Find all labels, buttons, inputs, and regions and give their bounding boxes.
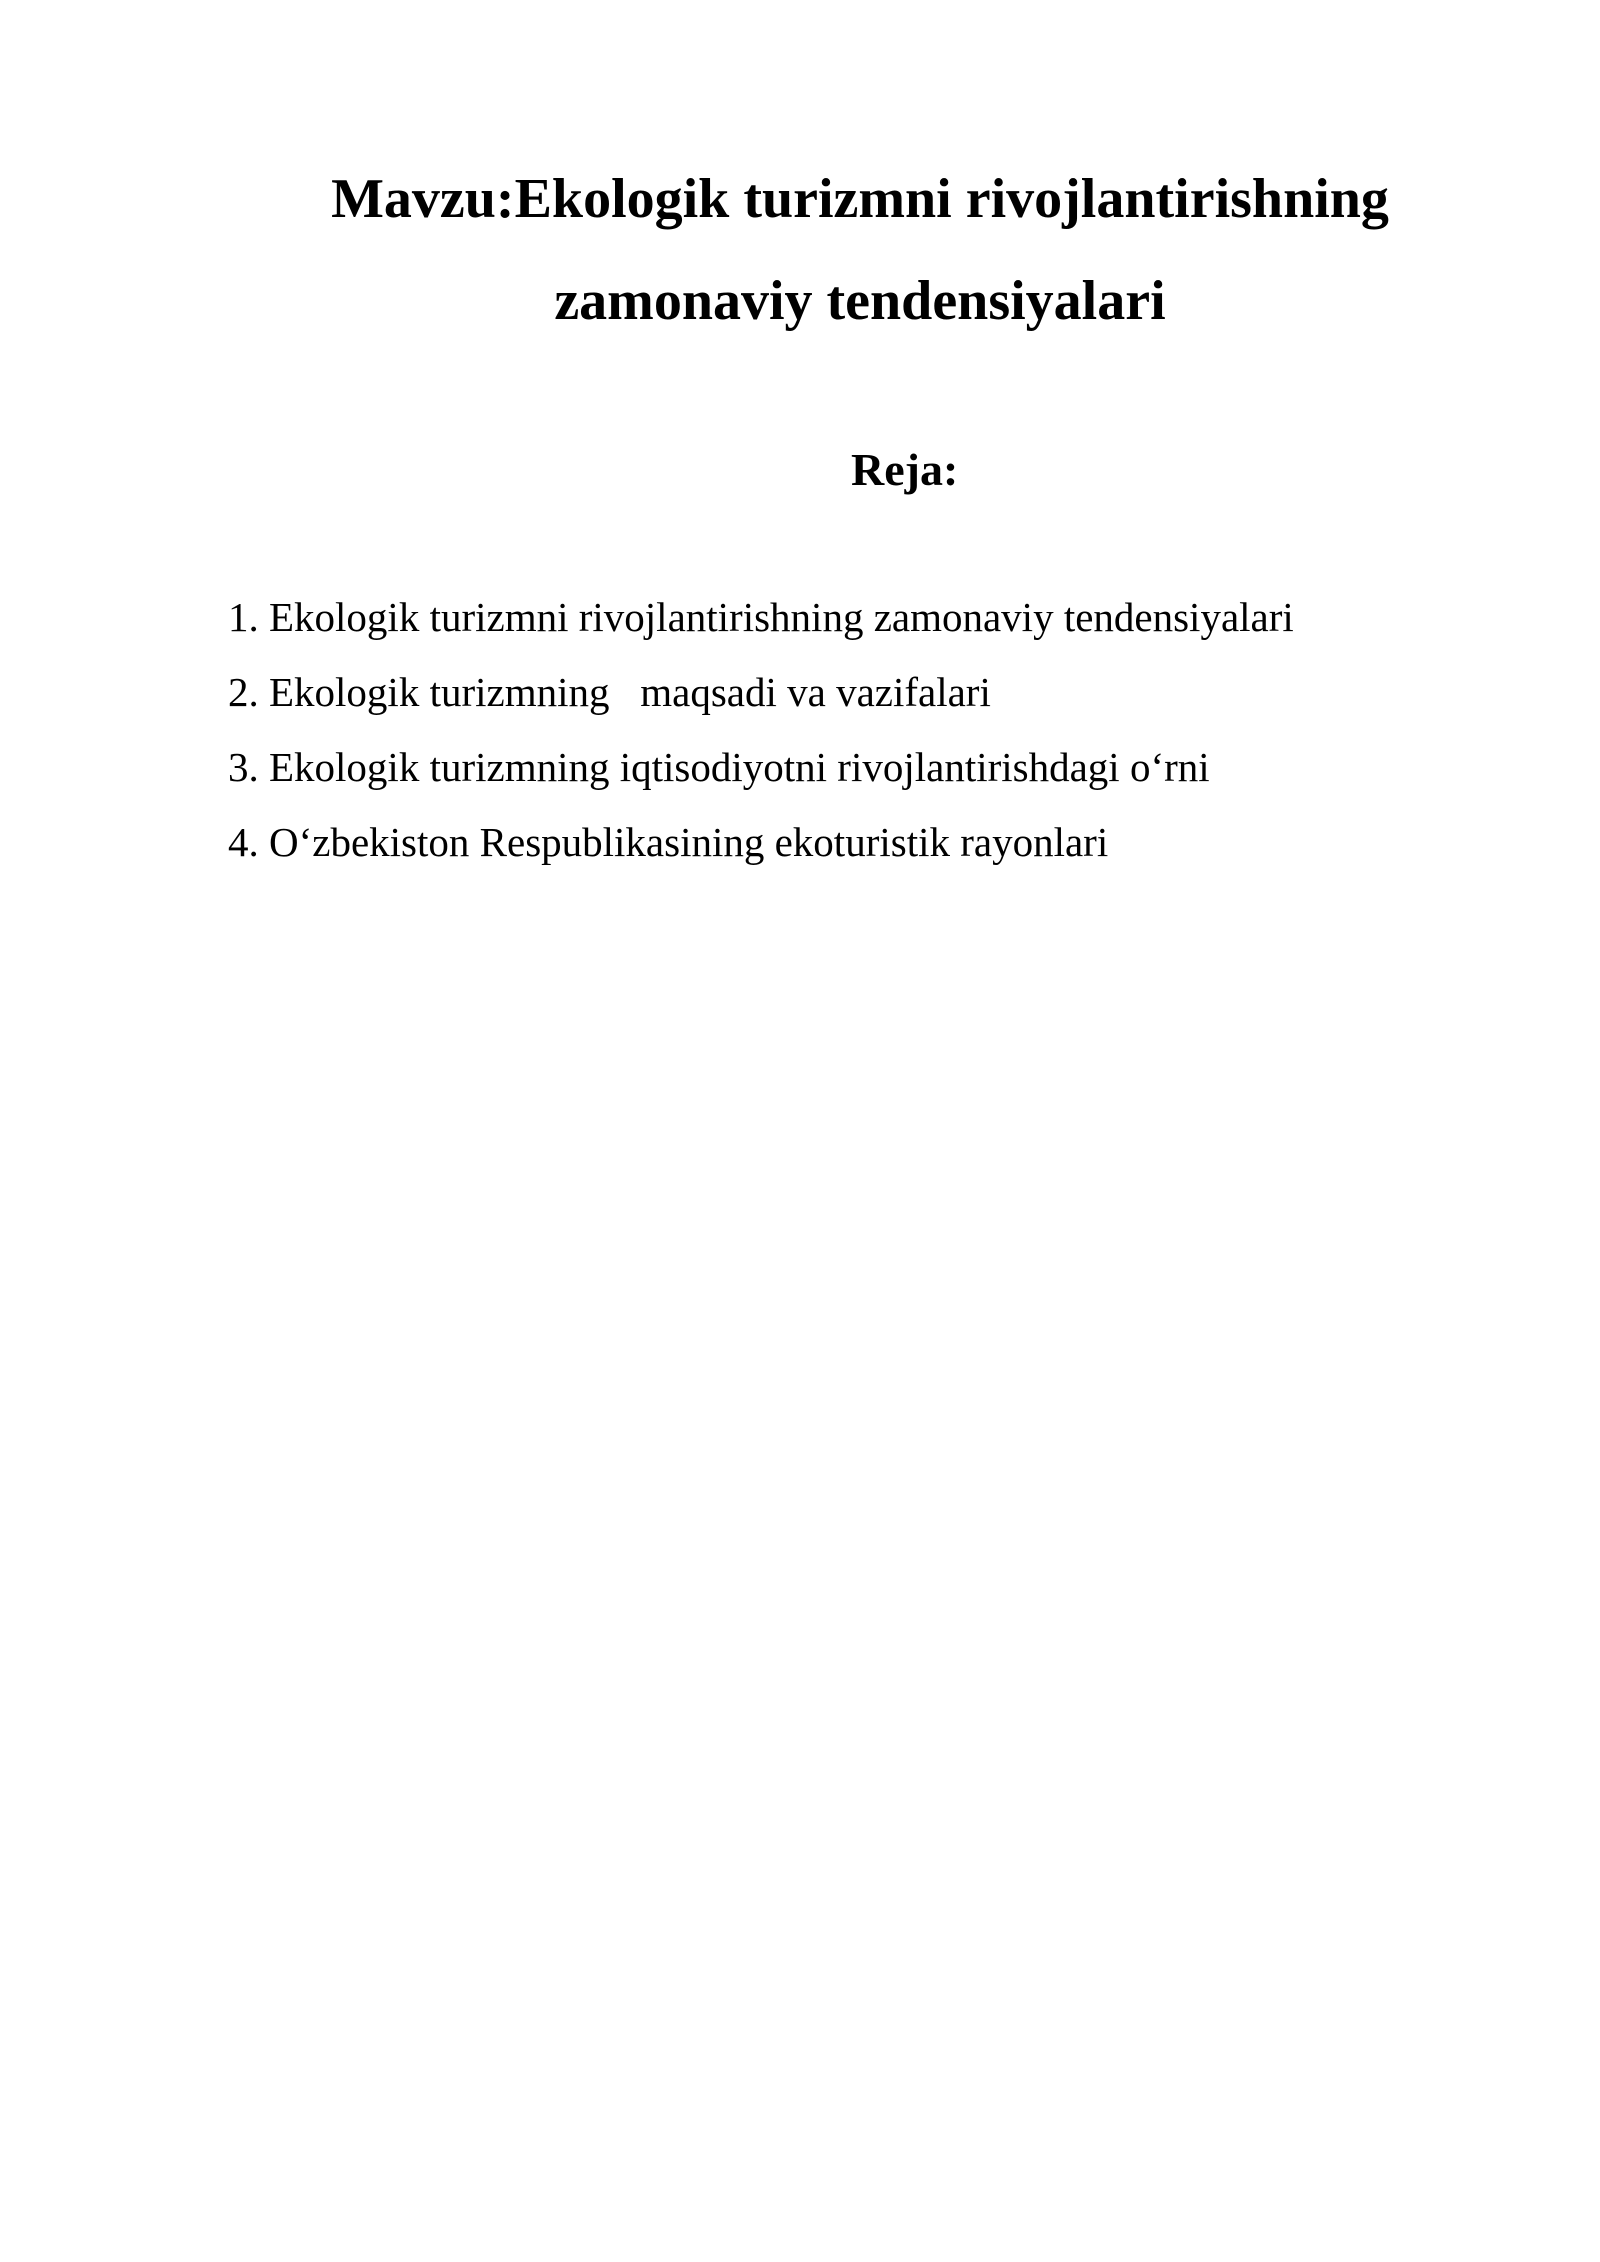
title-line-1: Mavzu:Ekologik turizmni rivojlantirishning: [331, 168, 1389, 230]
plan-heading: Reja:: [851, 444, 959, 495]
plan-item-2: 2. Ekologik turizmning maqsadi va vazifalari: [228, 669, 991, 715]
plan-item-4: 4. O‘zbekiston Respublikasining ekoturistik rayonlari: [228, 819, 1109, 865]
plan-list: [228, 580, 1294, 880]
plan-item-1: 1. Ekologik turizmni rivojlantirishning zamonaviy tendensiyalari: [228, 594, 1294, 640]
plan-item-3: 3. Ekologik turizmning iqtisodiyotni rivojlantirishdagi o‘rni: [228, 744, 1210, 790]
title-line-2: zamonaviy tendensiyalari: [554, 270, 1166, 332]
document-title: [230, 148, 1490, 352]
